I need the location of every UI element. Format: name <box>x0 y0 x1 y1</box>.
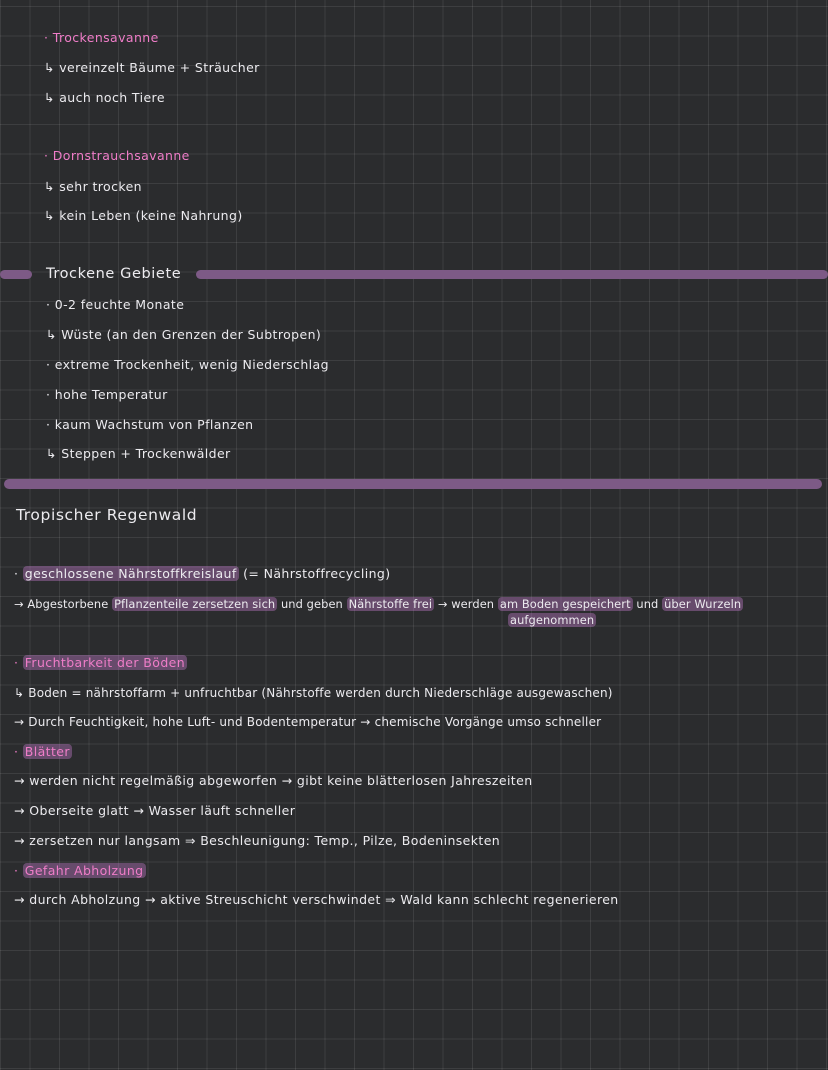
naehrstoff-suffix: (= Nährstoffrecycling) <box>243 566 391 581</box>
section-heading-trockene-gebiete: Trockene Gebiete <box>46 266 182 282</box>
savanne-dorn-title: · Dornstrauchsavanne <box>44 148 190 163</box>
fruchtbarkeit-line: · Fruchtbarkeit der Böden <box>14 655 186 670</box>
blaetter-item: → Oberseite glatt → Wasser läuft schneller <box>14 803 296 818</box>
trockene-gebiete-item: ↳ Steppen + Trockenwälder <box>46 446 231 461</box>
trockene-gebiete-item: ↳ Wüste (an den Grenzen der Subtropen) <box>46 327 322 342</box>
section-heading-regenwald: Tropischer Regenwald <box>16 506 198 524</box>
abgestorben-continuation: aufgenommen <box>510 613 595 627</box>
fruchtbarkeit-label: Fruchtbarkeit der Böden <box>24 655 186 670</box>
trockene-gebiete-item: · extreme Trockenheit, wenig Niederschlag <box>46 357 329 372</box>
section-divider-left <box>0 270 32 279</box>
savanne-trocken-title: · Trockensavanne <box>44 30 159 45</box>
savanne-trocken-item: ↳ vereinzelt Bäume + Sträucher <box>44 60 260 75</box>
abholzung-label: Gefahr Abholzung <box>24 863 144 878</box>
abholzung-item: → durch Abholzung → aktive Streuschicht verschwindet ⇒ Wald kann schlecht regenerieren <box>14 892 619 907</box>
blaetter-item: → zersetzen nur langsam ⇒ Beschleunigung: Temp., Pilze, Bodeninsekten <box>14 833 501 848</box>
blaetter-line: · Blätter <box>14 744 70 759</box>
section-divider-right <box>196 270 828 279</box>
trockene-gebiete-item: · kaum Wachstum von Pflanzen <box>46 417 254 432</box>
savanne-dorn-item: ↳ sehr trocken <box>44 179 142 194</box>
savanne-dorn-item: ↳ kein Leben (keine Nahrung) <box>44 208 243 223</box>
naehrstoff-label: geschlossene Nährstoffkreislauf <box>24 566 237 581</box>
blaetter-item: → werden nicht regelmäßig abgeworfen → gibt keine blätterlosen Jahreszeiten <box>14 773 533 788</box>
fruchtbarkeit-item: ↳ Boden = nährstoffarm + unfruchtbar (Nährstoffe werden durch Niederschläge ausgewaschen) <box>14 686 613 700</box>
trockene-gebiete-item: · 0-2 feuchte Monate <box>46 297 185 312</box>
savanne-trocken-item: ↳ auch noch Tiere <box>44 90 165 105</box>
section-divider-full <box>4 479 822 489</box>
blaetter-label: Blätter <box>24 744 70 759</box>
abgestorben-line: → Abgestorbene Pflanzenteile zersetzen sich und geben Nährstoffe frei → werden am Boden gespeichert und über Wurzeln <box>14 597 742 611</box>
trockene-gebiete-item: · hohe Temperatur <box>46 387 168 402</box>
abholzung-line: · Gefahr Abholzung <box>14 863 144 878</box>
naehrstoff-line: · geschlossene Nährstoffkreislauf (= Nährstoffrecycling) <box>14 566 391 581</box>
fruchtbarkeit-item: → Durch Feuchtigkeit, hohe Luft- und Bodentemperatur → chemische Vorgänge umso schneller <box>14 715 602 729</box>
